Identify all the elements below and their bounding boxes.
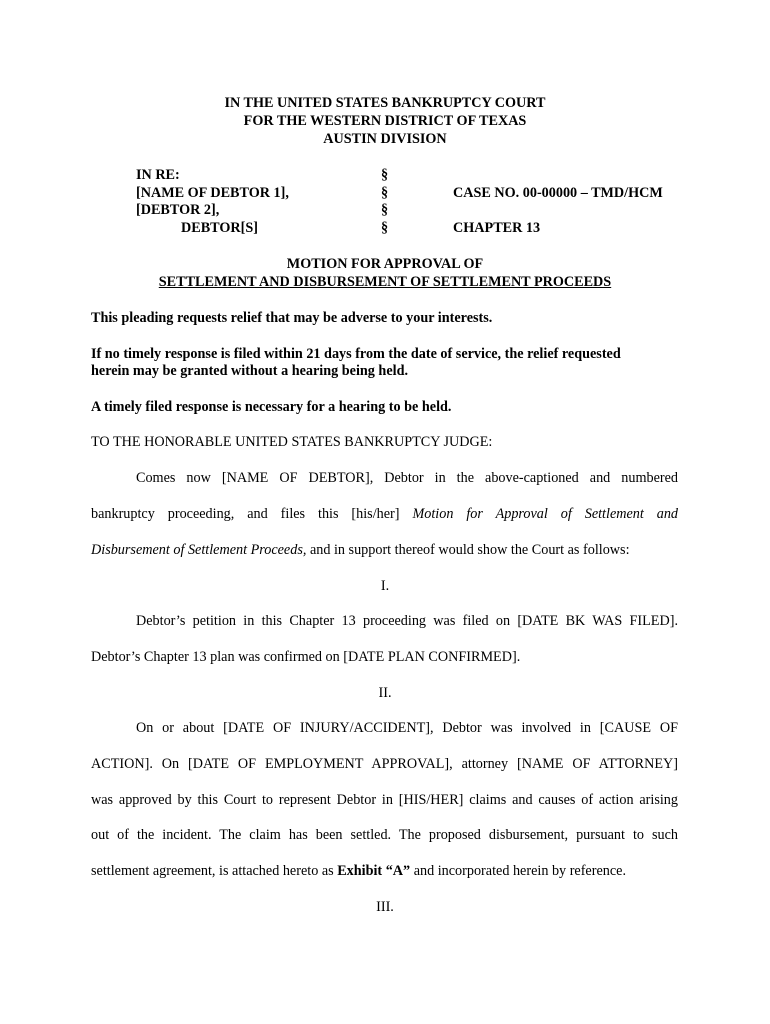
- section-2-line5: [91, 863, 626, 880]
- section-1-line1: Debtor’s petition in this Chapter 13 proceeding was filed on [DATE BK WAS FILED].: [136, 613, 678, 629]
- motion-title-line2-wrap: [0, 274, 770, 291]
- section-2-line4: out of the incident. The claim has been settled. The proposed disbursement, pursuant to such: [91, 827, 678, 843]
- court-division: AUSTIN DIVISION: [323, 131, 447, 147]
- motion-name-italic: Motion for Approval of Settlement and: [412, 506, 679, 522]
- section-2-line2: ACTION]. On [DATE OF EMPLOYMENT APPROVAL], attorney [NAME OF ATTORNEY]: [91, 756, 678, 772]
- motion-title-line2: SETTLEMENT AND DISBURSEMENT OF SETTLEMENT PROCEEDS: [158, 274, 612, 290]
- salutation: TO THE HONORABLE UNITED STATES BANKRUPTCY JUDGE:: [91, 434, 493, 450]
- motion-title-line1: MOTION FOR APPROVAL OF: [286, 256, 484, 272]
- section-mark: §: [381, 202, 389, 218]
- debtor-2-name: [DEBTOR 2],: [136, 202, 220, 218]
- notice-adverse: This pleading requests relief that may be adverse to your interests.: [91, 310, 493, 326]
- notice-timely-response-line2: herein may be granted without a hearing being held.: [91, 363, 409, 379]
- section-heading-1: I.: [380, 578, 390, 594]
- exhibit-reference: Exhibit “A”: [337, 863, 411, 879]
- section-2-text: settlement agreement, is attached hereto as: [91, 863, 338, 879]
- case-number: CASE NO. 00-00000 – TMD/HCM: [453, 185, 663, 201]
- motion-name-italic: Disbursement of Settlement Proceeds,: [91, 542, 307, 558]
- section-2-line1: On or about [DATE OF INJURY/ACCIDENT], Debtor was involved in [CAUSE OF: [136, 720, 678, 736]
- section-2-line3: was approved by this Court to represent Debtor in [HIS/HER] claims and causes of action arising: [91, 792, 678, 808]
- court-name-line1: IN THE UNITED STATES BANKRUPTCY COURT: [224, 95, 546, 111]
- section-heading-3: III.: [376, 899, 394, 915]
- intro-paragraph-line2: [91, 506, 678, 523]
- notice-timely-response-line1: If no timely response is filed within 21 days from the date of service, the relief requested: [91, 346, 621, 362]
- notice-hearing: A timely filed response is necessary for a hearing to be held.: [91, 399, 452, 415]
- section-mark: §: [381, 185, 389, 201]
- chapter-number: CHAPTER 13: [453, 220, 541, 236]
- court-name-line2: FOR THE WESTERN DISTRICT OF TEXAS: [243, 113, 527, 129]
- section-mark: §: [381, 167, 389, 183]
- debtors-label: DEBTOR[S]: [181, 220, 258, 236]
- section-2-text: and incorporated herein by reference.: [410, 863, 626, 879]
- intro-text: bankruptcy proceeding, and files this [his/her]: [91, 506, 400, 522]
- section-mark: §: [381, 220, 389, 236]
- intro-paragraph-line3: [91, 542, 630, 559]
- section-1-line2: Debtor’s Chapter 13 plan was confirmed on [DATE PLAN CONFIRMED].: [91, 649, 521, 665]
- in-re-label: IN RE:: [136, 167, 180, 183]
- debtor-1-name: [NAME OF DEBTOR 1],: [136, 185, 289, 201]
- intro-text: and in support thereof would show the Court as follows:: [306, 542, 630, 558]
- intro-paragraph-line1: Comes now [NAME OF DEBTOR], Debtor in the above-captioned and numbered: [136, 470, 678, 486]
- section-heading-2: II.: [378, 685, 392, 701]
